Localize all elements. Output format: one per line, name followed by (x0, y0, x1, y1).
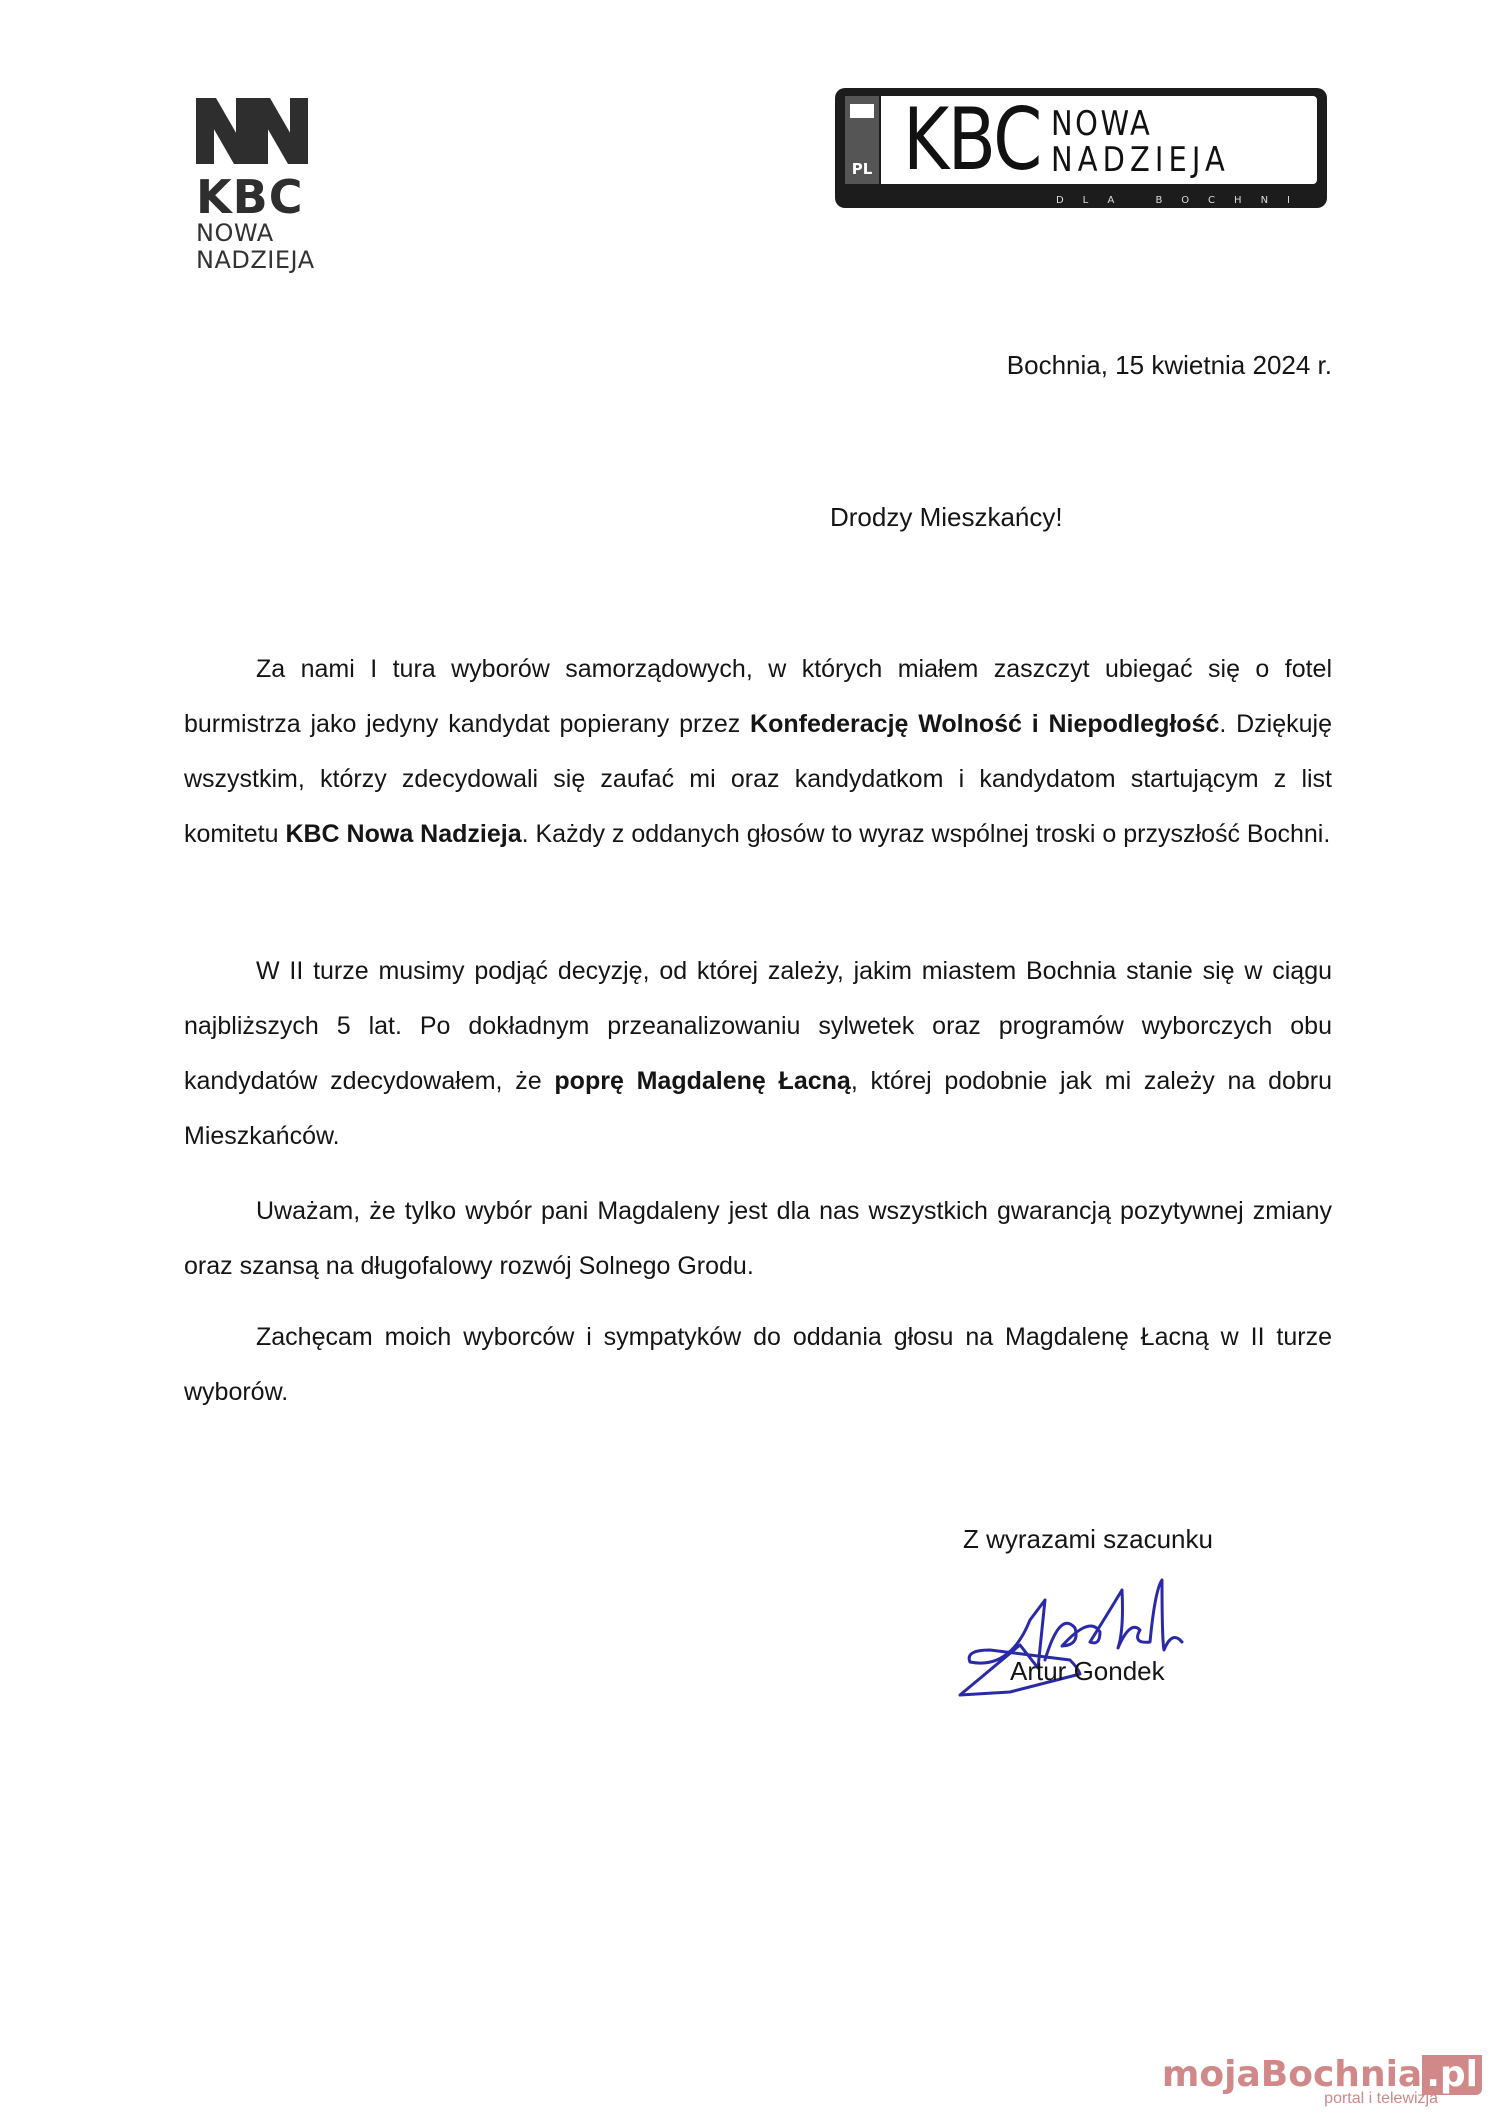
paragraph-4-text: Zachęcam moich wyborców i sympatyków do oddania głosu na Magdalenę Łacną w II turze wyborów. (184, 1323, 1332, 1406)
committee-name: KBC Nowa Nadzieja (285, 820, 522, 848)
signer-name: Artur Gondek (1010, 1656, 1165, 1686)
plate-line2: NADZIEJA (1051, 140, 1230, 180)
logo-left-line2: NADZIEJA (196, 246, 315, 274)
paragraph-1-text: Za nami I tura wyborów samorządowych, w których miałem zaszczyt ubiegać się o fotel burmistrza jako jedyny kandydat popierany przez (184, 655, 1332, 738)
nn-logo-mark-icon (196, 98, 308, 164)
watermark-suffix: .pl (1422, 2055, 1482, 2095)
party-name: Konfederację Wolność i Niepodległość (750, 710, 1220, 738)
kbc-license-plate-logo (835, 88, 1327, 208)
place-date: Bochnia, 15 kwietnia 2024 r. (1006, 350, 1332, 380)
paragraph-1-text-3: . Każdy z oddanych głosów to wyraz wspólnej troski o przyszłość Bochni. (521, 820, 1331, 848)
flag-icon (850, 104, 874, 118)
plate-tagline: DLA BOCHNI (1055, 195, 1309, 206)
paragraph-3 (184, 1184, 1332, 1294)
kbc-logo-left (196, 98, 356, 274)
logo-left-line1: NOWA (196, 219, 274, 247)
plate-name: KBC (903, 90, 1041, 190)
logo-left-name: KBC (196, 170, 304, 224)
paragraph-2-text: W II turze musimy podjąć decyzję, od której zależy, jakim miastem Bochnia stanie się w ciągu najbliższych 5 lat. Po dokładnym przeanalizowaniu sylwetek oraz programów wyborczych obu kandydatów zdecydowałem, że (184, 957, 1332, 1095)
endorsement: poprę Magdalenę Łacną (554, 1067, 851, 1095)
watermark-name: mojaBochnia (1161, 2054, 1423, 2095)
paragraph-1 (184, 642, 1332, 862)
mojabochnia-watermark (1162, 2055, 1482, 2107)
paragraph-2-text-2: , której podobnie jak mi zależy na dobru Mieszkańców. (184, 1067, 1333, 1150)
watermark-tagline: portal i telewizja (1324, 2090, 1438, 2107)
plate-country-band (845, 96, 879, 184)
paragraph-4 (184, 1310, 1332, 1420)
paragraph-2 (184, 944, 1332, 1164)
plate-country-code: PL (851, 160, 873, 178)
plate-face (881, 90, 1317, 190)
paragraph-3-text: Uważam, że tylko wybór pani Magdaleny jest dla nas wszystkich gwarancją pozytywnej zmiany oraz szansą na długofalowy rozwój Solnego Grodu. (184, 1197, 1332, 1280)
paragraph-1-text-2: . Dziękuję wszystkim, którzy zdecydowali się zaufać mi oraz kandydatkom i kandydatom startującym z list komitetu (184, 710, 1332, 848)
plate-line1: NOWA (1051, 104, 1153, 144)
greeting: Drodzy Mieszkańcy! (830, 502, 1063, 532)
closing: Z wyrazami szacunku (963, 1524, 1213, 1554)
